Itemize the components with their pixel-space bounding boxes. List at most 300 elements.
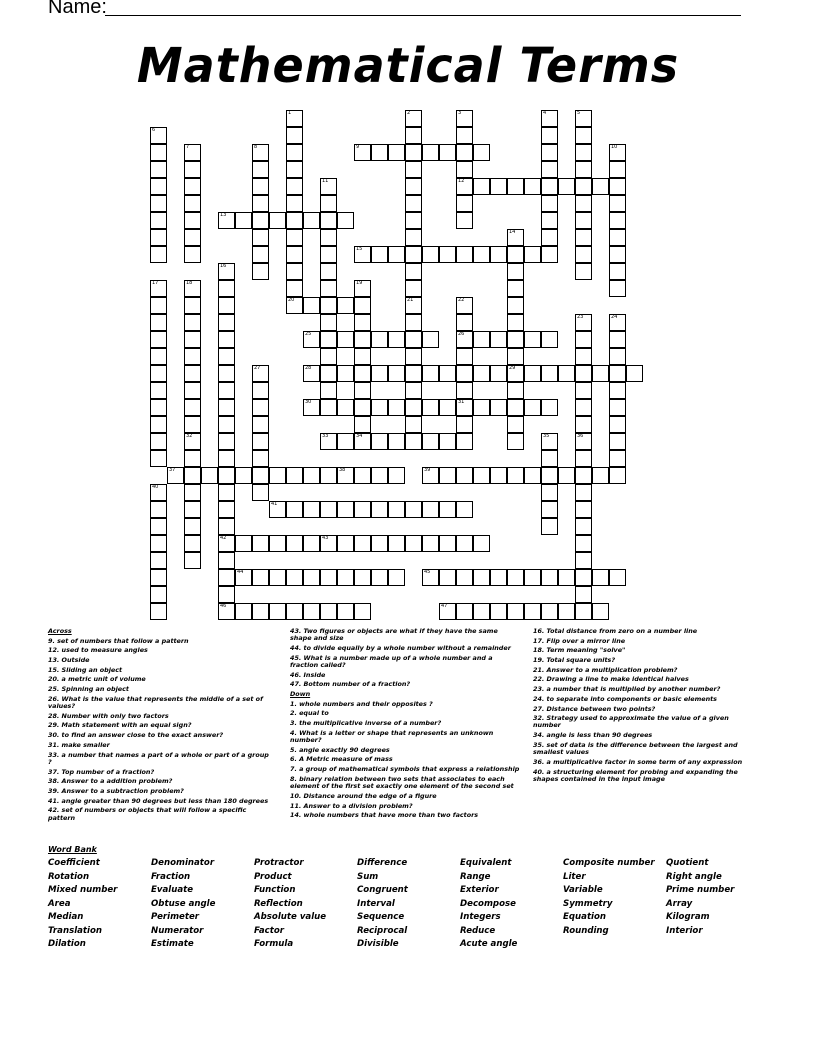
grid-cell[interactable]	[405, 127, 422, 144]
grid-cell[interactable]	[473, 467, 490, 484]
grid-cell[interactable]	[150, 586, 167, 603]
grid-cell[interactable]	[456, 348, 473, 365]
grid-cell[interactable]	[286, 195, 303, 212]
grid-cell[interactable]	[524, 178, 541, 195]
grid-cell[interactable]	[371, 501, 388, 518]
grid-cell[interactable]	[507, 263, 524, 280]
grid-cell[interactable]	[150, 416, 167, 433]
grid-cell[interactable]	[184, 484, 201, 501]
grid-cell[interactable]	[609, 212, 626, 229]
grid-cell[interactable]	[609, 314, 626, 331]
grid-cell[interactable]	[507, 382, 524, 399]
grid-cell[interactable]	[354, 144, 371, 161]
grid-cell[interactable]	[456, 212, 473, 229]
grid-cell[interactable]	[507, 348, 524, 365]
grid-cell[interactable]	[541, 331, 558, 348]
grid-cell[interactable]	[609, 280, 626, 297]
grid-cell[interactable]	[388, 144, 405, 161]
grid-cell[interactable]	[371, 246, 388, 263]
grid-cell[interactable]	[575, 195, 592, 212]
grid-cell[interactable]	[354, 280, 371, 297]
grid-cell[interactable]	[252, 144, 269, 161]
grid-cell[interactable]	[235, 212, 252, 229]
grid-cell[interactable]	[252, 382, 269, 399]
grid-cell[interactable]	[405, 161, 422, 178]
grid-cell[interactable]	[286, 535, 303, 552]
grid-cell[interactable]	[354, 501, 371, 518]
grid-cell[interactable]	[405, 382, 422, 399]
grid-cell[interactable]	[490, 399, 507, 416]
grid-cell[interactable]	[473, 535, 490, 552]
grid-cell[interactable]	[575, 348, 592, 365]
grid-cell[interactable]	[405, 178, 422, 195]
grid-cell[interactable]	[269, 212, 286, 229]
grid-cell[interactable]	[320, 365, 337, 382]
grid-cell[interactable]	[371, 433, 388, 450]
grid-cell[interactable]	[184, 280, 201, 297]
grid-cell[interactable]	[456, 161, 473, 178]
grid-cell[interactable]	[184, 416, 201, 433]
grid-cell[interactable]	[235, 603, 252, 620]
grid-cell[interactable]	[473, 144, 490, 161]
grid-cell[interactable]	[218, 263, 235, 280]
grid-cell[interactable]	[575, 127, 592, 144]
grid-cell[interactable]	[354, 603, 371, 620]
grid-cell[interactable]	[184, 552, 201, 569]
grid-cell[interactable]	[354, 365, 371, 382]
grid-cell[interactable]	[456, 501, 473, 518]
grid-cell[interactable]	[218, 331, 235, 348]
grid-cell[interactable]	[252, 246, 269, 263]
grid-cell[interactable]	[405, 144, 422, 161]
grid-cell[interactable]	[422, 433, 439, 450]
grid-cell[interactable]	[184, 178, 201, 195]
grid-cell[interactable]	[575, 416, 592, 433]
grid-cell[interactable]	[439, 399, 456, 416]
grid-cell[interactable]	[524, 603, 541, 620]
grid-cell[interactable]	[320, 195, 337, 212]
grid-cell[interactable]	[337, 331, 354, 348]
grid-cell[interactable]	[558, 178, 575, 195]
grid-cell[interactable]	[592, 603, 609, 620]
grid-cell[interactable]	[286, 127, 303, 144]
grid-cell[interactable]	[456, 603, 473, 620]
grid-cell[interactable]	[303, 467, 320, 484]
grid-cell[interactable]	[150, 229, 167, 246]
grid-cell[interactable]	[541, 501, 558, 518]
grid-cell[interactable]	[473, 331, 490, 348]
grid-cell[interactable]	[575, 382, 592, 399]
grid-cell[interactable]	[575, 467, 592, 484]
grid-cell[interactable]	[320, 348, 337, 365]
grid-cell[interactable]	[541, 433, 558, 450]
grid-cell[interactable]	[320, 314, 337, 331]
grid-cell[interactable]	[575, 501, 592, 518]
grid-cell[interactable]	[303, 569, 320, 586]
grid-cell[interactable]	[456, 178, 473, 195]
grid-cell[interactable]	[456, 535, 473, 552]
grid-cell[interactable]	[218, 467, 235, 484]
grid-cell[interactable]	[405, 280, 422, 297]
grid-cell[interactable]	[405, 535, 422, 552]
grid-cell[interactable]	[269, 569, 286, 586]
grid-cell[interactable]	[507, 365, 524, 382]
grid-cell[interactable]	[286, 603, 303, 620]
grid-cell[interactable]	[303, 331, 320, 348]
grid-cell[interactable]	[405, 501, 422, 518]
grid-cell[interactable]	[388, 246, 405, 263]
grid-cell[interactable]	[184, 297, 201, 314]
grid-cell[interactable]	[184, 467, 201, 484]
grid-cell[interactable]	[252, 229, 269, 246]
grid-cell[interactable]	[524, 331, 541, 348]
grid-cell[interactable]	[218, 518, 235, 535]
grid-cell[interactable]	[150, 348, 167, 365]
grid-cell[interactable]	[575, 212, 592, 229]
grid-cell[interactable]	[575, 161, 592, 178]
grid-cell[interactable]	[286, 501, 303, 518]
grid-cell[interactable]	[405, 297, 422, 314]
grid-cell[interactable]	[184, 399, 201, 416]
grid-cell[interactable]	[490, 246, 507, 263]
grid-cell[interactable]	[184, 450, 201, 467]
grid-cell[interactable]	[541, 484, 558, 501]
grid-cell[interactable]	[337, 297, 354, 314]
grid-cell[interactable]	[150, 246, 167, 263]
grid-cell[interactable]	[456, 144, 473, 161]
grid-cell[interactable]	[252, 569, 269, 586]
grid-cell[interactable]	[218, 552, 235, 569]
grid-cell[interactable]	[184, 348, 201, 365]
grid-cell[interactable]	[303, 501, 320, 518]
grid-cell[interactable]	[252, 433, 269, 450]
grid-cell[interactable]	[507, 416, 524, 433]
grid-cell[interactable]	[456, 331, 473, 348]
grid-cell[interactable]	[575, 399, 592, 416]
grid-cell[interactable]	[184, 331, 201, 348]
grid-cell[interactable]	[371, 365, 388, 382]
grid-cell[interactable]	[473, 603, 490, 620]
grid-cell[interactable]	[456, 467, 473, 484]
grid-cell[interactable]	[286, 110, 303, 127]
grid-cell[interactable]	[252, 467, 269, 484]
grid-cell[interactable]	[541, 399, 558, 416]
grid-cell[interactable]	[456, 433, 473, 450]
grid-cell[interactable]	[609, 365, 626, 382]
grid-cell[interactable]	[422, 246, 439, 263]
grid-cell[interactable]	[218, 484, 235, 501]
grid-cell[interactable]	[456, 195, 473, 212]
grid-cell[interactable]	[541, 127, 558, 144]
grid-cell[interactable]	[524, 365, 541, 382]
grid-cell[interactable]	[286, 297, 303, 314]
grid-cell[interactable]	[269, 535, 286, 552]
grid-cell[interactable]	[252, 161, 269, 178]
grid-cell[interactable]	[184, 501, 201, 518]
grid-cell[interactable]	[150, 144, 167, 161]
grid-cell[interactable]	[150, 569, 167, 586]
grid-cell[interactable]	[575, 450, 592, 467]
grid-cell[interactable]	[422, 569, 439, 586]
grid-cell[interactable]	[609, 416, 626, 433]
grid-cell[interactable]	[252, 195, 269, 212]
grid-cell[interactable]	[609, 144, 626, 161]
grid-cell[interactable]	[609, 229, 626, 246]
grid-cell[interactable]	[439, 467, 456, 484]
grid-cell[interactable]	[354, 246, 371, 263]
grid-cell[interactable]	[354, 331, 371, 348]
grid-cell[interactable]	[524, 569, 541, 586]
grid-cell[interactable]	[218, 212, 235, 229]
grid-cell[interactable]	[286, 246, 303, 263]
grid-cell[interactable]	[252, 535, 269, 552]
grid-cell[interactable]	[303, 365, 320, 382]
grid-cell[interactable]	[456, 246, 473, 263]
grid-cell[interactable]	[286, 229, 303, 246]
grid-cell[interactable]	[286, 467, 303, 484]
grid-cell[interactable]	[592, 467, 609, 484]
grid-cell[interactable]	[286, 212, 303, 229]
grid-cell[interactable]	[575, 246, 592, 263]
grid-cell[interactable]	[218, 603, 235, 620]
grid-cell[interactable]	[541, 144, 558, 161]
grid-cell[interactable]	[405, 416, 422, 433]
grid-cell[interactable]	[575, 535, 592, 552]
grid-cell[interactable]	[218, 382, 235, 399]
grid-cell[interactable]	[405, 263, 422, 280]
grid-cell[interactable]	[558, 467, 575, 484]
grid-cell[interactable]	[150, 433, 167, 450]
grid-cell[interactable]	[303, 399, 320, 416]
grid-cell[interactable]	[354, 297, 371, 314]
grid-cell[interactable]	[320, 603, 337, 620]
grid-cell[interactable]	[490, 365, 507, 382]
grid-cell[interactable]	[184, 212, 201, 229]
grid-cell[interactable]	[354, 416, 371, 433]
grid-cell[interactable]	[609, 178, 626, 195]
grid-cell[interactable]	[456, 127, 473, 144]
grid-cell[interactable]	[388, 501, 405, 518]
grid-cell[interactable]	[320, 246, 337, 263]
grid-cell[interactable]	[405, 246, 422, 263]
grid-cell[interactable]	[150, 212, 167, 229]
grid-cell[interactable]	[541, 178, 558, 195]
grid-cell[interactable]	[218, 416, 235, 433]
grid-cell[interactable]	[371, 467, 388, 484]
grid-cell[interactable]	[609, 467, 626, 484]
grid-cell[interactable]	[320, 569, 337, 586]
grid-cell[interactable]	[354, 569, 371, 586]
grid-cell[interactable]	[439, 603, 456, 620]
grid-cell[interactable]	[320, 501, 337, 518]
grid-cell[interactable]	[218, 501, 235, 518]
grid-cell[interactable]	[405, 348, 422, 365]
grid-cell[interactable]	[320, 382, 337, 399]
grid-cell[interactable]	[524, 467, 541, 484]
grid-cell[interactable]	[592, 178, 609, 195]
grid-cell[interactable]	[405, 433, 422, 450]
grid-cell[interactable]	[320, 331, 337, 348]
grid-cell[interactable]	[456, 365, 473, 382]
grid-cell[interactable]	[541, 212, 558, 229]
grid-cell[interactable]	[184, 144, 201, 161]
grid-cell[interactable]	[507, 178, 524, 195]
grid-cell[interactable]	[609, 263, 626, 280]
grid-cell[interactable]	[524, 399, 541, 416]
grid-cell[interactable]	[507, 314, 524, 331]
grid-cell[interactable]	[150, 365, 167, 382]
grid-cell[interactable]	[337, 603, 354, 620]
grid-cell[interactable]	[371, 569, 388, 586]
grid-cell[interactable]	[609, 161, 626, 178]
grid-cell[interactable]	[235, 535, 252, 552]
grid-cell[interactable]	[439, 365, 456, 382]
grid-cell[interactable]	[609, 399, 626, 416]
grid-cell[interactable]	[422, 365, 439, 382]
grid-cell[interactable]	[473, 178, 490, 195]
grid-cell[interactable]	[218, 297, 235, 314]
grid-cell[interactable]	[609, 569, 626, 586]
grid-cell[interactable]	[558, 603, 575, 620]
grid-cell[interactable]	[456, 297, 473, 314]
grid-cell[interactable]	[388, 399, 405, 416]
grid-cell[interactable]	[184, 535, 201, 552]
grid-cell[interactable]	[609, 331, 626, 348]
grid-cell[interactable]	[184, 195, 201, 212]
grid-cell[interactable]	[286, 263, 303, 280]
grid-cell[interactable]	[184, 433, 201, 450]
grid-cell[interactable]	[218, 535, 235, 552]
grid-cell[interactable]	[422, 399, 439, 416]
grid-cell[interactable]	[405, 229, 422, 246]
grid-cell[interactable]	[235, 467, 252, 484]
grid-cell[interactable]	[150, 535, 167, 552]
grid-cell[interactable]	[626, 365, 643, 382]
grid-cell[interactable]	[507, 297, 524, 314]
grid-cell[interactable]	[252, 484, 269, 501]
grid-cell[interactable]	[507, 280, 524, 297]
grid-cell[interactable]	[541, 518, 558, 535]
grid-cell[interactable]	[439, 569, 456, 586]
grid-cell[interactable]	[337, 467, 354, 484]
grid-cell[interactable]	[490, 178, 507, 195]
grid-cell[interactable]	[541, 195, 558, 212]
grid-cell[interactable]	[354, 348, 371, 365]
grid-cell[interactable]	[337, 365, 354, 382]
grid-cell[interactable]	[286, 144, 303, 161]
grid-cell[interactable]	[286, 178, 303, 195]
grid-cell[interactable]	[201, 467, 218, 484]
grid-cell[interactable]	[456, 314, 473, 331]
grid-cell[interactable]	[320, 467, 337, 484]
grid-cell[interactable]	[575, 569, 592, 586]
grid-cell[interactable]	[541, 229, 558, 246]
grid-cell[interactable]	[150, 161, 167, 178]
grid-cell[interactable]	[575, 484, 592, 501]
grid-cell[interactable]	[456, 416, 473, 433]
grid-cell[interactable]	[541, 110, 558, 127]
grid-cell[interactable]	[320, 535, 337, 552]
grid-cell[interactable]	[184, 246, 201, 263]
grid-cell[interactable]	[150, 450, 167, 467]
grid-cell[interactable]	[337, 399, 354, 416]
grid-cell[interactable]	[269, 603, 286, 620]
grid-cell[interactable]	[184, 518, 201, 535]
grid-cell[interactable]	[541, 161, 558, 178]
grid-cell[interactable]	[320, 433, 337, 450]
grid-cell[interactable]	[575, 586, 592, 603]
grid-cell[interactable]	[507, 246, 524, 263]
grid-cell[interactable]	[354, 535, 371, 552]
grid-cell[interactable]	[388, 365, 405, 382]
grid-cell[interactable]	[575, 365, 592, 382]
grid-cell[interactable]	[609, 348, 626, 365]
grid-cell[interactable]	[184, 161, 201, 178]
grid-cell[interactable]	[541, 450, 558, 467]
grid-cell[interactable]	[218, 348, 235, 365]
grid-cell[interactable]	[184, 365, 201, 382]
grid-cell[interactable]	[252, 416, 269, 433]
grid-cell[interactable]	[507, 603, 524, 620]
grid-cell[interactable]	[150, 603, 167, 620]
grid-cell[interactable]	[184, 314, 201, 331]
grid-cell[interactable]	[405, 399, 422, 416]
grid-cell[interactable]	[286, 569, 303, 586]
grid-cell[interactable]	[473, 569, 490, 586]
grid-cell[interactable]	[252, 178, 269, 195]
grid-cell[interactable]	[575, 263, 592, 280]
grid-cell[interactable]	[524, 246, 541, 263]
grid-cell[interactable]	[456, 382, 473, 399]
grid-cell[interactable]	[422, 331, 439, 348]
grid-cell[interactable]	[150, 552, 167, 569]
grid-cell[interactable]	[303, 535, 320, 552]
grid-cell[interactable]	[405, 212, 422, 229]
grid-cell[interactable]	[575, 178, 592, 195]
grid-cell[interactable]	[575, 229, 592, 246]
grid-cell[interactable]	[405, 365, 422, 382]
grid-cell[interactable]	[575, 518, 592, 535]
grid-cell[interactable]	[218, 450, 235, 467]
grid-cell[interactable]	[575, 314, 592, 331]
grid-cell[interactable]	[269, 501, 286, 518]
grid-cell[interactable]	[150, 501, 167, 518]
grid-cell[interactable]	[405, 110, 422, 127]
grid-cell[interactable]	[541, 569, 558, 586]
grid-cell[interactable]	[609, 433, 626, 450]
grid-cell[interactable]	[473, 246, 490, 263]
grid-cell[interactable]	[337, 433, 354, 450]
grid-cell[interactable]	[439, 144, 456, 161]
grid-cell[interactable]	[354, 382, 371, 399]
grid-cell[interactable]	[541, 365, 558, 382]
grid-cell[interactable]	[218, 314, 235, 331]
grid-cell[interactable]	[473, 365, 490, 382]
grid-cell[interactable]	[150, 484, 167, 501]
grid-cell[interactable]	[439, 433, 456, 450]
grid-cell[interactable]	[490, 467, 507, 484]
grid-cell[interactable]	[218, 399, 235, 416]
grid-cell[interactable]	[422, 501, 439, 518]
grid-cell[interactable]	[150, 280, 167, 297]
grid-cell[interactable]	[320, 280, 337, 297]
grid-cell[interactable]	[541, 467, 558, 484]
grid-cell[interactable]	[507, 569, 524, 586]
grid-cell[interactable]	[150, 297, 167, 314]
grid-cell[interactable]	[252, 263, 269, 280]
grid-cell[interactable]	[405, 331, 422, 348]
grid-cell[interactable]	[609, 450, 626, 467]
